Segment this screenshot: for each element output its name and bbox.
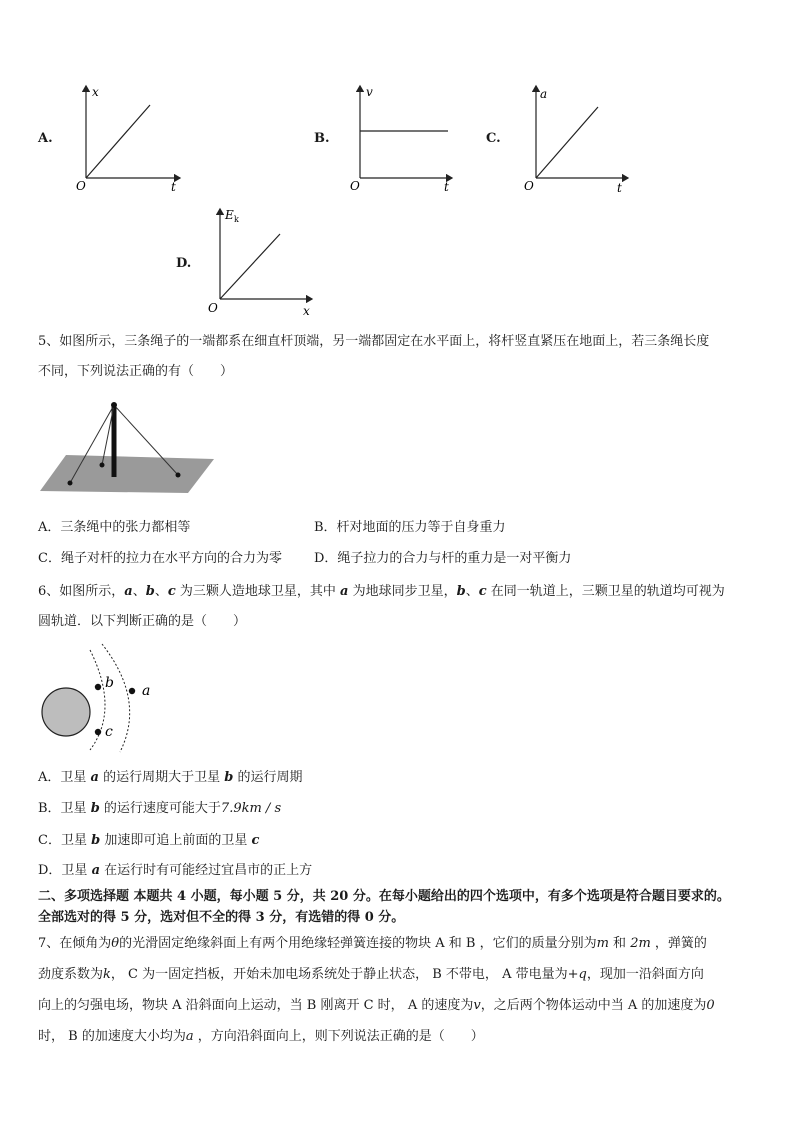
q5-stem-line2: 不同，下列说法正确的有（ ） — [38, 364, 234, 379]
q5-option-b[interactable]: B．杆对地面的压力等于自身重力 — [314, 520, 506, 535]
graph-d-xlabel: x — [303, 304, 310, 318]
q6-stem-line2: 圆轨道．以下判断正确的是（ ） — [38, 614, 247, 629]
graph-c-a-t — [516, 80, 636, 192]
graph-b-v-t — [340, 80, 460, 192]
label-a: a — [142, 683, 151, 699]
graph-d-ylabel-sub: k — [234, 215, 239, 224]
section2-header-line1: 二、多项选择题 本题共 4 小题，每小题 5 分，共 20 分。在每小题给出的四个选项中，有多个选项是符合题目要求的。 — [38, 889, 730, 904]
q7-stem-line3: 向上的匀强电场，物块 A 沿斜面向上运动，当 B 刚离开 C 时， A 的速度为v，之后两个物体运动中当 A 的加速度为0 — [38, 998, 715, 1013]
graph-d-origin: O — [208, 301, 218, 315]
label-c: c — [105, 724, 113, 740]
option-a-label[interactable]: A. — [38, 131, 53, 146]
option-c-label[interactable]: C. — [486, 131, 501, 146]
graph-a-ylabel: x — [92, 85, 99, 99]
q5-option-c[interactable]: C．绳子对杆的拉力在水平方向的合力为零 — [38, 551, 282, 566]
q5-stem-line1: 5、如图所示，三条绳子的一端都系在细直杆顶端，另一端都固定在水平面上，将杆竖直紧压在地面上，若三条绳长度 — [38, 334, 710, 349]
q5-option-a[interactable]: A．三条绳中的张力都相等 — [38, 520, 191, 535]
graph-a-origin: O — [76, 179, 86, 192]
q6-option-d[interactable]: D．卫星 a 在运行时有可能经过宜昌市的正上方 — [38, 863, 313, 878]
graph-b-xlabel: t — [444, 180, 449, 192]
q7-stem-line1: 7、在倾角为θ的光滑固定绝缘斜面上有两个用绝缘轻弹簧连接的物块 A 和 B ，它们的质量分别为m 和 2m ，弹簧的 — [38, 936, 707, 951]
graph-b-origin: O — [350, 179, 360, 192]
graph-b-ylabel: v — [366, 85, 373, 99]
graph-a-x-t — [68, 80, 188, 192]
q6-satellite-figure — [38, 642, 168, 754]
option-b-label[interactable]: B. — [314, 131, 330, 146]
q7-stem-line2: 劲度系数为k， C 为一固定挡板，开始未加电场系统处于静止状态， B 不带电， A 带电量为+q，现加一沿斜面方向 — [38, 967, 704, 982]
graph-a-xlabel: t — [171, 180, 176, 192]
q6-stem-line1: 6、如图所示，a、b、c 为三颗人造地球卫星，其中 a 为地球同步卫星，b、c 在同一轨道上，三颗卫星的轨道均可视为 — [38, 584, 725, 599]
q7-stem-line4: 时， B 的加速度大小均为a ，方向沿斜面向上，则下列说法正确的是（ ） — [38, 1029, 484, 1044]
q6-option-a[interactable]: A．卫星 a 的运行周期大于卫星 b 的运行周期 — [38, 770, 303, 785]
graph-c-ylabel: a — [540, 87, 548, 101]
q5-option-d[interactable]: D．绳子拉力的合力与杆的重力是一对平衡力 — [314, 551, 572, 566]
earth-icon — [42, 688, 90, 736]
q5-pole-figure — [38, 395, 214, 499]
section2-header-line2: 全部选对的得 5 分，选对但不全的得 3 分，有选错的得 0 分。 — [38, 910, 405, 925]
label-b: b — [105, 675, 114, 691]
graph-c-xlabel: t — [617, 181, 622, 192]
graph-c-origin: O — [524, 179, 534, 192]
q6-option-c[interactable]: C．卫星 b 加速即可追上前面的卫星 c — [38, 833, 260, 848]
option-d-label[interactable]: D. — [176, 256, 192, 271]
q6-option-b[interactable]: B．卫星 b 的运行速度可能大于7.9km / s — [38, 801, 282, 816]
graph-d-ek-x — [200, 203, 320, 319]
graph-d-ylabel: E — [225, 208, 234, 222]
